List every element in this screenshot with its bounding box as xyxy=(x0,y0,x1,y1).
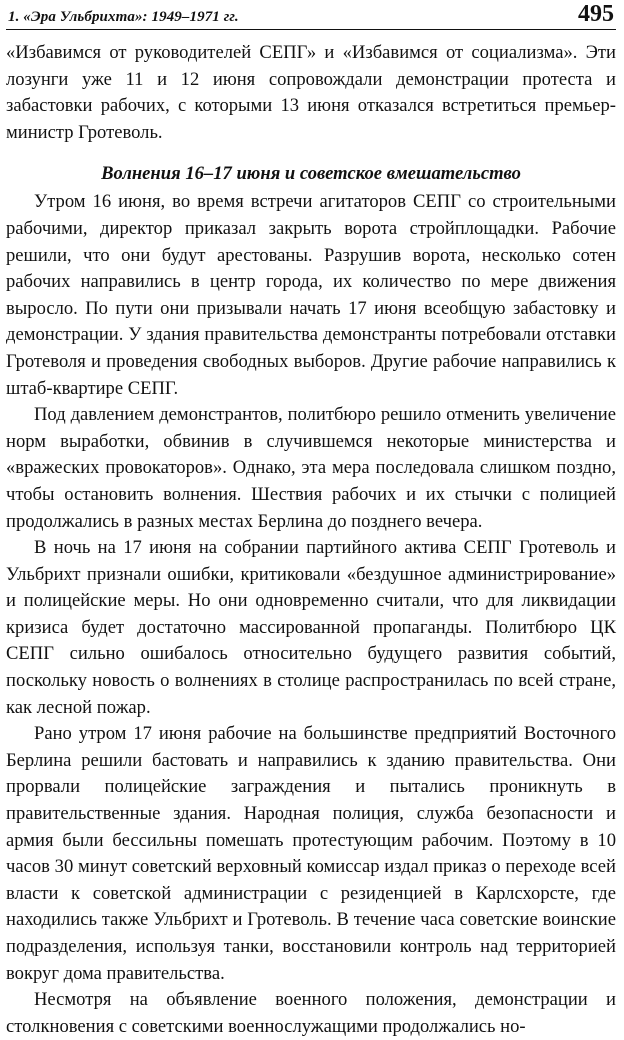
paragraph-5: Несмотря на объявление военного положения, демонстрации и столкновения с советскими военнослужащими продолжались но- xyxy=(6,989,616,1037)
paragraph-4: Рано утром 17 июня рабочие на большинстве предприятий Восточного Берлина решили бастовать и направились к зданию правительства. Они прорвали полицейские заграждения и пытались проникнуть в правительственные здания. Народная полиция, служба безопасности и армия были бессильны помешать протестующим рабочим. Поэтому в 10 часов 30 минут советский верховный комиссар издал приказ о переходе всей власти к советской администрации с резиденцией в Карлсхорсте, где находились также Ульбрихт и Гротеволь. В течение часа советские воинские подразделения, используя танки, восстановили контроль над территорией вокруг дома правительства. xyxy=(6,723,616,984)
intro-paragraph: «Избавимся от руководителей СЕПГ» и «Избавимся от социализма». Эти лозунги уже 11 и 12 июня сопровождали демонстрации протеста и забастовки рабочих, с которыми 13 июня отказался встретиться премьер-министр Гротеволь. xyxy=(6,42,616,143)
page-number: 495 xyxy=(578,1,614,27)
body-text xyxy=(6,40,616,1040)
paragraph-2: Под давлением демонстрантов, политбюро решило отменить увеличение норм выработки, обвинив в случившемся некоторые министерства и «вражеских провокаторов». Однако, эта мера последовала слишком поздно, чтобы остановить волнения. Шествия рабочих и их стычки с полицией продолжались в разных местах Берлина до позднего вечера. xyxy=(6,404,616,532)
section-heading: Волнения 16–17 июня и советское вмешательство xyxy=(101,163,521,185)
running-head xyxy=(6,0,616,30)
paragraph-1: Утром 16 июня, во время встречи агитаторов СЕПГ со строительными рабочими, директор приказал закрыть ворота стройплощадки. Рабочие решили, что они будут арестованы. Разрушив ворота, несколько сотен рабочих направились в центр города, их количество по мере движения выросло. По пути они призывали начать 17 июня всеобщую забастовку и демонстрации. У здания правительства демонстранты потребовали отставки Гротеволя и проведения свободных выборов. Другие рабочие направились к штаб-квартире СЕПГ. xyxy=(6,191,616,399)
paragraph-3: В ночь на 17 июня на собрании партийного актива СЕПГ Гротеволь и Ульбрихт признали ошибки, критиковали «бездушное администрирование» и полицейские меры. Но они одновременно считали, что для ликвидации кризиса будет достаточно массированной пропаганды. Политбюро ЦК СЕПГ сильно ошибалось относительно будущего развития событий, поскольку новость о волнениях в столице распространилась по всей стране, как лесной пожар. xyxy=(6,537,616,718)
running-title: 1. «Эра Ульбрихта»: 1949–1971 гг. xyxy=(8,9,239,25)
